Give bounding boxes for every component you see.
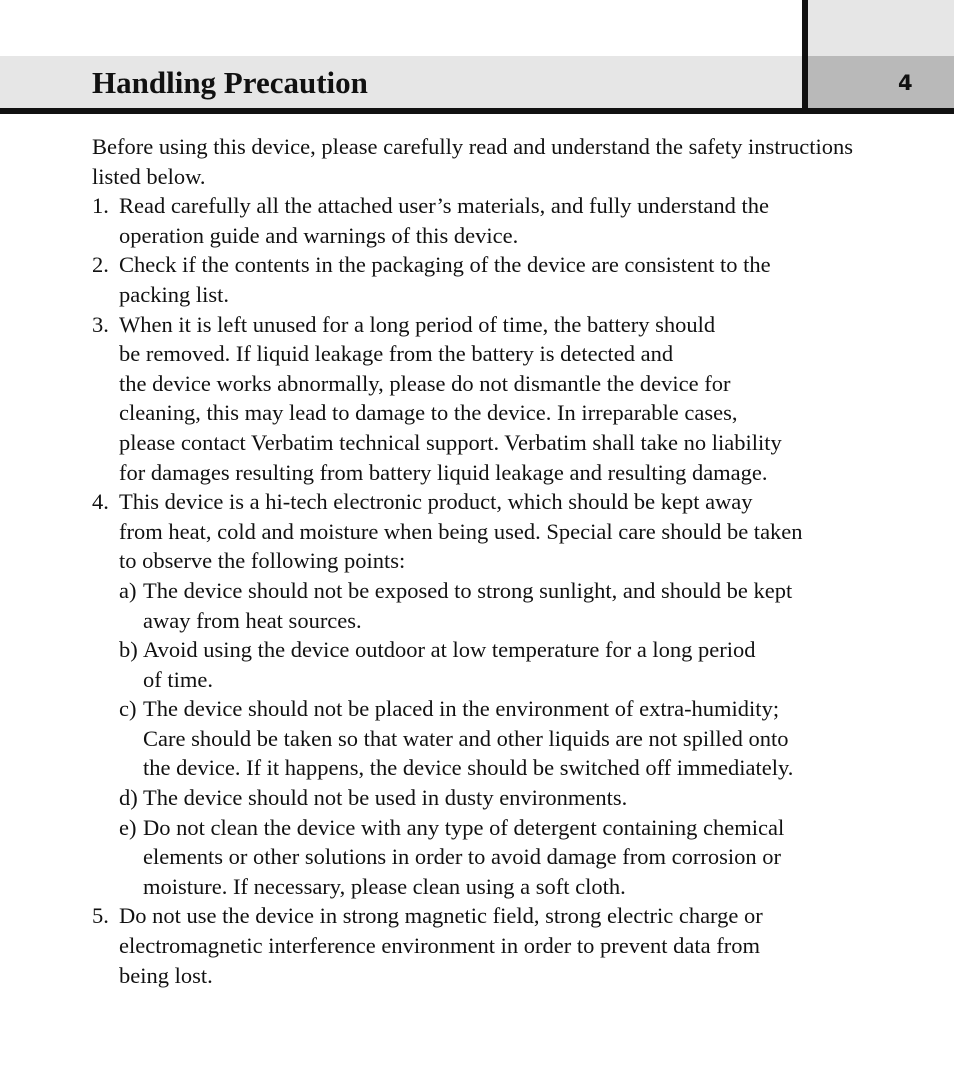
sub-list	[119, 576, 867, 902]
item-number: 4.	[92, 489, 109, 515]
item-line: When it is left unused for a long period of time, the battery should	[119, 311, 716, 337]
item-line: for damages resulting from battery liquid leakage and resulting damage.	[119, 459, 768, 485]
sub-item-letter: c)	[119, 696, 137, 722]
document-body	[92, 132, 867, 990]
item-number: 1.	[92, 193, 109, 219]
item-line: the device works abnormally, please do not dismantle the device for	[119, 370, 731, 396]
item-line: This device is a hi-tech electronic product, which should be kept away	[119, 489, 753, 515]
item-number: 5.	[92, 903, 109, 929]
precaution-list	[92, 191, 867, 990]
item-line: being lost.	[119, 962, 213, 988]
sub-item-line: of time.	[143, 666, 213, 692]
item-line: Check if the contents in the packaging of the device are consistent to the	[119, 252, 771, 278]
item-line: Do not use the device in strong magnetic field, strong electric charge or	[119, 903, 763, 929]
list-item	[92, 191, 867, 250]
item-line: please contact Verbatim technical support. Verbatim shall take no liability	[119, 429, 782, 455]
header-divider-vertical	[802, 0, 808, 108]
sub-item-line: Do not clean the device with any type of detergent containing chemical	[143, 814, 785, 840]
sub-item-line: the device. If it happens, the device should be switched off immediately.	[143, 755, 794, 781]
sub-list-item	[119, 635, 867, 694]
sub-item-letter: a)	[119, 577, 137, 603]
header-divider-horizontal	[0, 108, 954, 114]
item-line: cleaning, this may lead to damage to the device. In irreparable cases,	[119, 400, 738, 426]
sub-list-item	[119, 813, 867, 902]
sub-item-line: The device should not be placed in the environment of extra-humidity;	[143, 696, 780, 722]
sub-item-line: elements or other solutions in order to avoid damage from corrosion or	[143, 844, 781, 870]
list-item	[92, 901, 867, 990]
intro-paragraph: Before using this device, please carefully read and understand the safety instructions listed below.	[92, 134, 853, 189]
sub-item-line: away from heat sources.	[143, 607, 362, 633]
sub-item-line: moisture. If necessary, please clean using a soft cloth.	[143, 873, 626, 899]
item-number: 3.	[92, 311, 109, 337]
page-number-tab	[808, 56, 954, 108]
page-title: Handling Precaution	[92, 65, 368, 100]
sub-item-line: The device should not be used in dusty environments.	[143, 785, 628, 811]
sub-list-item	[119, 783, 867, 813]
sub-list-item	[119, 576, 867, 635]
sub-item-letter: d)	[119, 785, 138, 811]
page-tab-top	[808, 0, 954, 56]
item-line: electromagnetic interference environment in order to prevent data from	[119, 933, 760, 959]
sub-item-line: The device should not be exposed to strong sunlight, and should be kept	[143, 577, 793, 603]
list-item	[92, 310, 867, 488]
item-line: Read carefully all the attached user’s materials, and fully understand the	[119, 193, 769, 219]
sub-list-item	[119, 694, 867, 783]
item-line: operation guide and warnings of this device.	[119, 222, 519, 248]
list-item	[92, 250, 867, 309]
sub-item-letter: b)	[119, 637, 138, 663]
item-line: packing list.	[119, 281, 229, 307]
item-number: 2.	[92, 252, 109, 278]
item-line: be removed. If liquid leakage from the battery is detected and	[119, 341, 674, 367]
sub-item-line: Care should be taken so that water and other liquids are not spilled onto	[143, 725, 789, 751]
item-line: from heat, cold and moisture when being used. Special care should be taken	[119, 518, 803, 544]
list-item	[92, 487, 867, 901]
sub-item-letter: e)	[119, 814, 137, 840]
sub-item-line: Avoid using the device outdoor at low temperature for a long period	[143, 637, 756, 663]
page-number: 4	[898, 71, 913, 95]
item-line: to observe the following points:	[119, 548, 406, 574]
